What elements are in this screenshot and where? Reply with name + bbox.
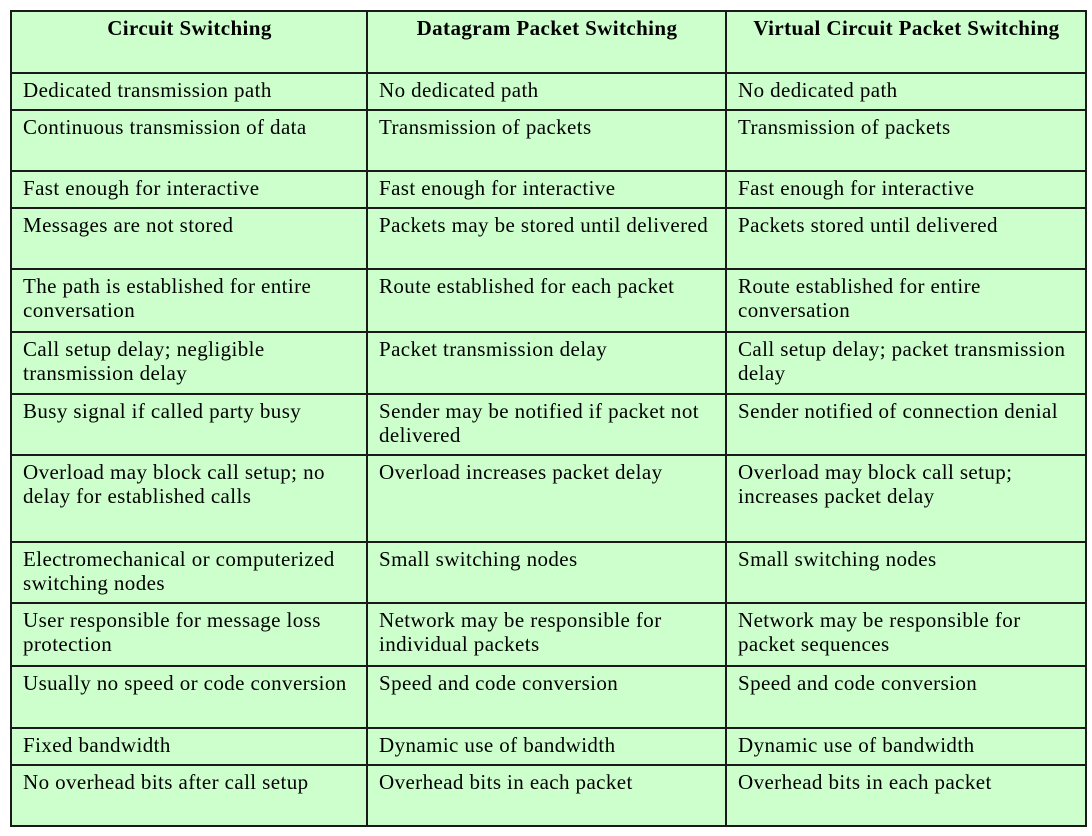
cell-datagram: Fast enough for interactive	[367, 171, 726, 208]
header-virtual-circuit-packet-switching: Virtual Circuit Packet Switching	[726, 11, 1086, 73]
table-row	[11, 542, 1086, 603]
cell-datagram: Overhead bits in each packet	[367, 765, 726, 826]
cell-circuit: Fixed bandwidth	[11, 728, 367, 765]
table-header	[11, 11, 1086, 73]
cell-datagram: Network may be responsible for individual packets	[367, 603, 726, 666]
cell-virtual-circuit: Sender notified of connection denial	[726, 394, 1086, 455]
table-row	[11, 603, 1086, 666]
cell-datagram: Packet transmission delay	[367, 332, 726, 394]
cell-virtual-circuit: Overload may block call setup; increases packet delay	[726, 455, 1086, 542]
cell-datagram: No dedicated path	[367, 73, 726, 110]
cell-virtual-circuit: Dynamic use of bandwidth	[726, 728, 1086, 765]
comparison-table	[10, 10, 1087, 827]
cell-virtual-circuit: Fast enough for interactive	[726, 171, 1086, 208]
table-row	[11, 765, 1086, 826]
cell-circuit: Call setup delay; negligible transmission delay	[11, 332, 367, 394]
cell-circuit: Messages are not stored	[11, 208, 367, 269]
cell-virtual-circuit: Small switching nodes	[726, 542, 1086, 603]
table-row	[11, 171, 1086, 208]
cell-datagram: Speed and code conversion	[367, 666, 726, 728]
header-row	[11, 11, 1086, 73]
table-body	[11, 73, 1086, 826]
cell-circuit: Continuous transmission of data	[11, 110, 367, 171]
cell-circuit: Fast enough for interactive	[11, 171, 367, 208]
table-row	[11, 455, 1086, 542]
header-circuit-switching: Circuit Switching	[11, 11, 367, 73]
cell-datagram: Packets may be stored until delivered	[367, 208, 726, 269]
table-row	[11, 394, 1086, 455]
cell-datagram: Transmission of packets	[367, 110, 726, 171]
cell-virtual-circuit: Speed and code conversion	[726, 666, 1086, 728]
cell-circuit: Dedicated transmission path	[11, 73, 367, 110]
cell-datagram: Overload increases packet delay	[367, 455, 726, 542]
cell-virtual-circuit: Network may be responsible for packet sequences	[726, 603, 1086, 666]
cell-datagram: Dynamic use of bandwidth	[367, 728, 726, 765]
cell-circuit: The path is established for entire conversation	[11, 269, 367, 332]
cell-circuit: User responsible for message loss protection	[11, 603, 367, 666]
cell-datagram: Small switching nodes	[367, 542, 726, 603]
header-datagram-packet-switching: Datagram Packet Switching	[367, 11, 726, 73]
cell-circuit: Electromechanical or computerized switching nodes	[11, 542, 367, 603]
cell-virtual-circuit: Call setup delay; packet transmission delay	[726, 332, 1086, 394]
table-row	[11, 73, 1086, 110]
cell-virtual-circuit: Packets stored until delivered	[726, 208, 1086, 269]
cell-virtual-circuit: No dedicated path	[726, 73, 1086, 110]
cell-virtual-circuit: Transmission of packets	[726, 110, 1086, 171]
table-row	[11, 728, 1086, 765]
table-row	[11, 208, 1086, 269]
table-row	[11, 332, 1086, 394]
table-row	[11, 666, 1086, 728]
table-row	[11, 269, 1086, 332]
cell-circuit: Overload may block call setup; no delay for established calls	[11, 455, 367, 542]
cell-circuit: Busy signal if called party busy	[11, 394, 367, 455]
cell-virtual-circuit: Overhead bits in each packet	[726, 765, 1086, 826]
cell-circuit: No overhead bits after call setup	[11, 765, 367, 826]
cell-virtual-circuit: Route established for entire conversation	[726, 269, 1086, 332]
cell-circuit: Usually no speed or code conversion	[11, 666, 367, 728]
cell-datagram: Sender may be notified if packet not delivered	[367, 394, 726, 455]
cell-datagram: Route established for each packet	[367, 269, 726, 332]
table-row	[11, 110, 1086, 171]
